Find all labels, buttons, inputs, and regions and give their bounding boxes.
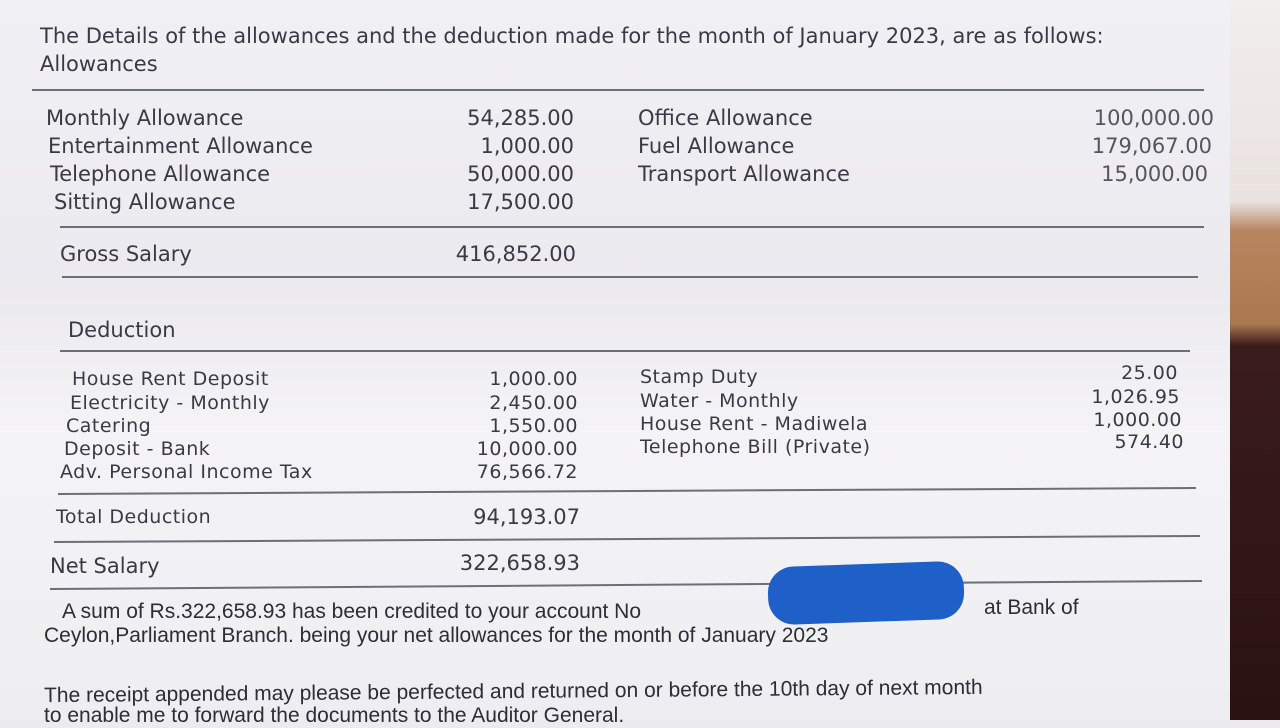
allowance-label: Fuel Allowance: [638, 134, 795, 158]
allowance-value: 1,000.00: [480, 134, 574, 158]
deduction-value: 1,026.95: [1091, 386, 1180, 408]
deduction-label: Telephone Bill (Private): [640, 436, 871, 458]
credit-text-1a: A sum of Rs.322,658.93 has been credited to your account No: [62, 600, 642, 623]
allowance-label: Office Allowance: [638, 106, 813, 130]
allowance-value: 100,000.00: [1093, 106, 1214, 130]
deduction-label: Adv. Personal Income Tax: [60, 461, 313, 483]
divider: [54, 535, 1200, 543]
redaction-mark: [767, 561, 965, 626]
deduction-label: Deposit - Bank: [64, 438, 211, 460]
allowance-label: Entertainment Allowance: [48, 134, 313, 158]
deduction-value: 10,000.00: [476, 438, 578, 460]
divider: [62, 276, 1198, 278]
deduction-label: House Rent Deposit: [72, 368, 269, 390]
deduction-value: 1,000.00: [1093, 409, 1182, 431]
deduction-value: 76,566.72: [476, 461, 578, 483]
allowance-value: 179,067.00: [1091, 134, 1212, 158]
deduction-label: Electricity - Monthly: [70, 392, 270, 414]
deduction-value: 1,000.00: [489, 368, 578, 390]
allowance-value: 54,285.00: [467, 106, 574, 130]
allowance-label: Monthly Allowance: [46, 106, 244, 130]
credit-text-1b: at Bank of: [984, 596, 1079, 619]
net-salary-label: Net Salary: [50, 554, 160, 578]
deduction-label: House Rent - Madiwela: [640, 413, 869, 435]
allowances-heading: Allowances: [40, 52, 158, 76]
gross-salary-value: 416,852.00: [455, 242, 576, 266]
deduction-heading: Deduction: [68, 318, 176, 342]
allowance-label: Transport Allowance: [638, 162, 850, 186]
divider: [60, 350, 1190, 352]
receipt-text-2: to enable me to forward the documents to the Auditor General.: [44, 704, 625, 727]
deduction-value: 25.00: [1121, 362, 1178, 384]
deduction-value: 2,450.00: [489, 392, 578, 414]
deduction-label: Catering: [66, 415, 152, 437]
allowance-label: Sitting Allowance: [54, 190, 236, 214]
allowance-label: Telephone Allowance: [50, 162, 271, 186]
total-deduction-value: 94,193.07: [473, 505, 580, 529]
deduction-value: 574.40: [1114, 431, 1184, 453]
deduction-label: Water - Monthly: [640, 390, 799, 412]
divider: [50, 580, 1202, 590]
divider: [32, 89, 1204, 91]
gross-salary-label: Gross Salary: [60, 242, 192, 266]
background-table-edge: [1230, 0, 1280, 720]
allowance-value: 15,000.00: [1101, 162, 1208, 186]
credit-text-2: Ceylon,Parliament Branch. being your net allowances for the month of January 2023: [44, 624, 829, 647]
divider: [58, 487, 1196, 495]
deduction-value: 1,550.00: [489, 415, 578, 437]
receipt-text-1: The receipt appended may please be perfected and returned on or before the 10th day of next month: [43, 675, 983, 708]
divider: [60, 226, 1204, 228]
deduction-label: Stamp Duty: [640, 366, 759, 388]
allowance-value: 17,500.00: [467, 190, 574, 214]
total-deduction-label: Total Deduction: [56, 506, 212, 528]
net-salary-value: 322,658.93: [459, 551, 580, 575]
intro-text: The Details of the allowances and the deduction made for the month of January 2023, are as follows:: [40, 24, 1104, 48]
allowance-value: 50,000.00: [467, 162, 574, 186]
